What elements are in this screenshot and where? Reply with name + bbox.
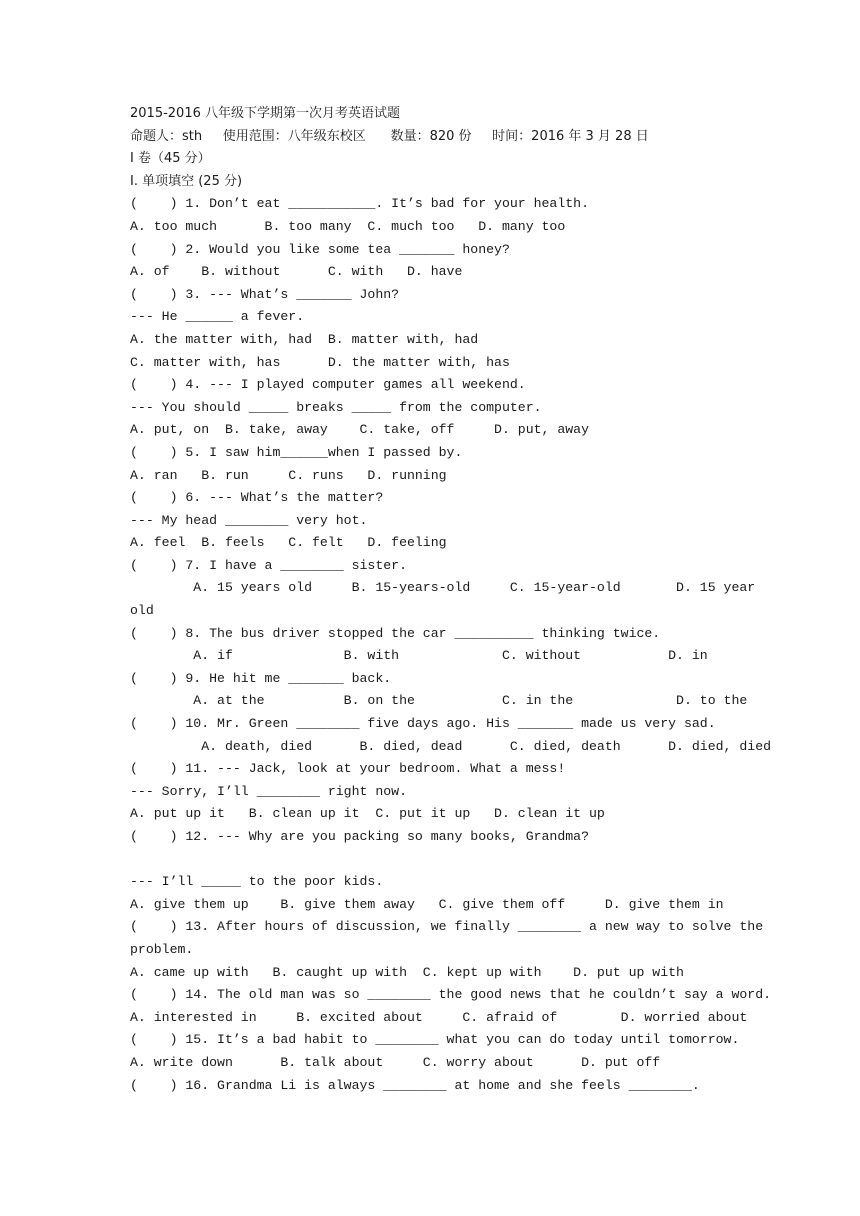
options-line: A. if B. with C. without D. in [130, 648, 708, 664]
options-line: A. came up with B. caught up with C. kept up with D. put up with [130, 964, 684, 980]
options-line: A. give them up B. give them away C. give them off D. give them in [130, 896, 724, 912]
options-line: A. ran B. run C. runs D. running [130, 467, 447, 483]
options-line: A. 15 years old B. 15-years-old C. 15-year-old D. 15 year [130, 580, 756, 596]
question-line: ( ) 7. I have a ________ sister. [130, 557, 407, 573]
question-line: ( ) 6. --- What’s the matter? [130, 490, 384, 506]
options-line: A. too much B. too many C. much too D. many too [130, 218, 566, 234]
dialog-line: --- Sorry, I’ll ________ right now. [130, 783, 407, 799]
section-volume: I 卷（45 分） [130, 151, 211, 167]
question-line: ( ) 9. He hit me _______ back. [130, 670, 392, 686]
question-line: ( ) 13. After hours of discussion, we finally ________ a new way to solve the [130, 919, 764, 935]
dialog-line: --- You should _____ breaks _____ from the computer. [130, 399, 542, 415]
dialog-line: --- My head ________ very hot. [130, 512, 368, 528]
dialog-line: --- He ______ a fever. [130, 309, 305, 325]
exam-title: 2015-2016 八年级下学期第一次月考英语试题 [130, 106, 400, 121]
question-line: ( ) 2. Would you like some tea _______ honey? [130, 241, 510, 257]
options-line: A. put, on B. take, away C. take, off D. put, away [130, 422, 589, 438]
options-line: A. feel B. feels C. felt D. feeling [130, 535, 447, 551]
question-line: ( ) 11. --- Jack, look at your bedroom. What a mess! [130, 761, 566, 777]
question-line: ( ) 14. The old man was so ________ the good news that he couldn’t say a word. [130, 987, 772, 1003]
options-line: C. matter with, has D. the matter with, has [130, 354, 510, 370]
options-line: A. put up it B. clean up it C. put it up D. clean it up [130, 806, 605, 822]
question-line: ( ) 1. Don’t eat ___________. It’s bad for your health. [130, 196, 589, 212]
question-line: ( ) 5. I saw him______when I passed by. [130, 444, 463, 460]
blank-line [130, 849, 740, 872]
question-line: ( ) 4. --- I played computer games all weekend. [130, 377, 526, 393]
options-line: A. of B. without C. with D. have [130, 264, 463, 280]
options-continuation: old [130, 603, 154, 619]
dialog-line: --- I’ll _____ to the poor kids. [130, 874, 384, 890]
question-line: ( ) 15. It’s a bad habit to ________ what you can do today until tomorrow. [130, 1032, 740, 1048]
question-line: ( ) 12. --- Why are you packing so many books, Grandma? [130, 829, 589, 844]
question-line: ( ) 16. Grandma Li is always ________ at home and she feels ________. [130, 1077, 700, 1093]
options-line: A. the matter with, had B. matter with, had [130, 331, 479, 347]
section-heading: I. 单项填空 (25 分) [130, 173, 243, 189]
question-continuation: problem. [130, 941, 194, 957]
options-line: A. interested in B. excited about C. afraid of D. worried about [130, 1009, 748, 1025]
exam-text [130, 103, 772, 1097]
question-line: ( ) 3. --- What’s _______ John? [130, 286, 400, 302]
exam-meta: 命题人：sth 使用范围：八年级东校区 数量：820 份 时间：2016 年 3 月 28 日 [130, 128, 649, 144]
question-line: ( ) 8. The bus driver stopped the car __________ thinking twice. [130, 625, 661, 641]
options-line: A. at the B. on the C. in the D. to the [130, 693, 748, 709]
options-line: A. death, died B. died, dead C. died, death D. died, died [130, 738, 772, 754]
options-line: A. write down B. talk about C. worry about D. put off [130, 1054, 661, 1070]
question-line: ( ) 10. Mr. Green ________ five days ago. His _______ made us very sad. [130, 716, 716, 732]
